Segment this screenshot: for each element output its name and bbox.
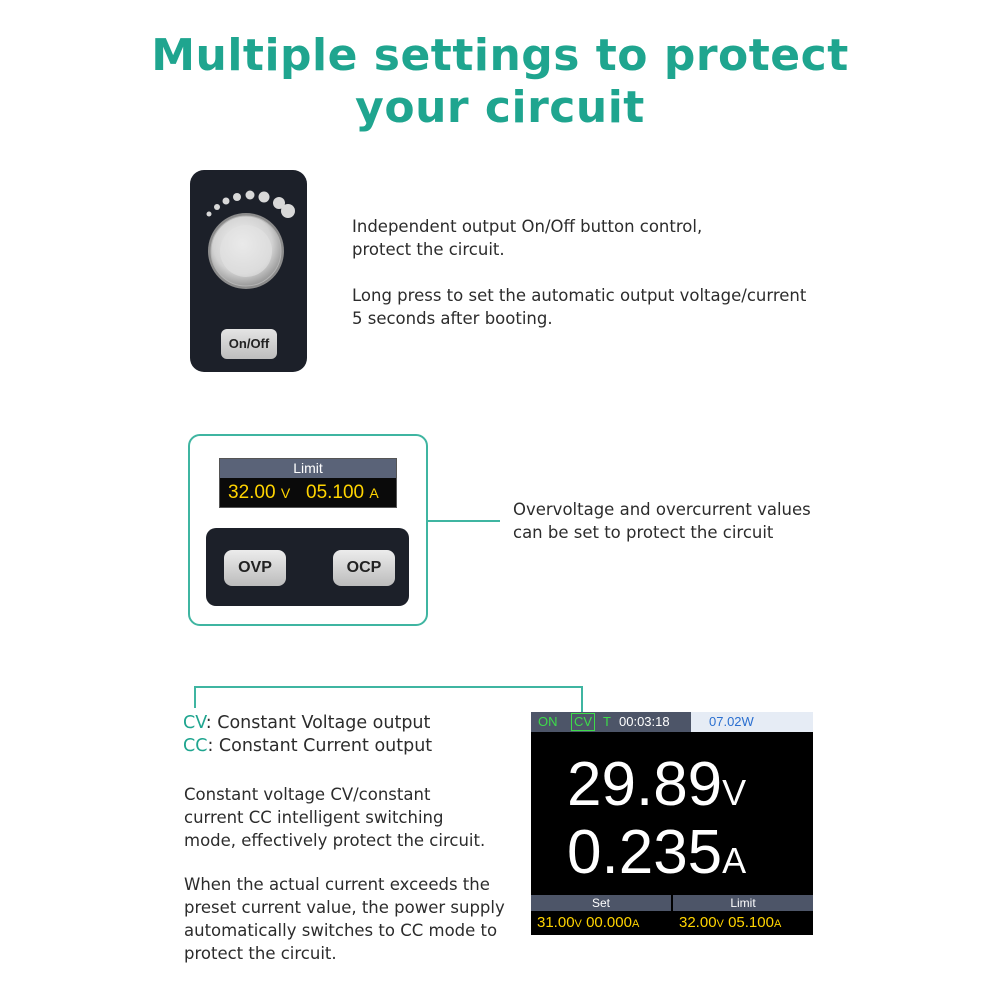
level-dot-icon <box>207 212 212 217</box>
protection-button-panel <box>206 528 409 606</box>
knob-panel <box>190 170 307 372</box>
desc-line: can be set to protect the circuit <box>513 523 774 542</box>
title-line-2: your circuit <box>355 82 645 133</box>
desc-line: mode, effectively protect the circuit. <box>184 831 486 850</box>
set-panel <box>531 895 671 935</box>
desc-line: 5 seconds after booting. <box>352 309 553 328</box>
set-values <box>531 911 671 935</box>
set-current-unit: A <box>631 918 640 930</box>
lcd-limit-current: 05.100 <box>728 914 774 931</box>
status-cv: CV <box>571 713 595 731</box>
ovp-button[interactable]: OVP <box>224 550 286 586</box>
cv-text: : Constant Voltage output <box>205 713 431 733</box>
voltage-unit: V <box>722 772 747 813</box>
set-voltage: 31.00 <box>537 914 575 931</box>
desc-line: current CC intelligent switching <box>184 808 444 827</box>
lcd-limit-voltage: 32.00 <box>679 914 717 931</box>
desc-line: When the actual current exceeds the <box>184 875 490 894</box>
cv-key: CV <box>183 713 206 733</box>
cc-text: : Constant Current output <box>207 736 433 756</box>
current-unit: A <box>722 840 747 881</box>
lcd-display <box>531 712 813 935</box>
desc-line: Constant voltage CV/constant <box>184 785 431 804</box>
limit-current-value: 05.100 <box>306 482 365 503</box>
level-dot-icon <box>281 204 295 218</box>
status-t: T <box>603 714 611 729</box>
set-current: 00.000 <box>586 914 632 931</box>
desc-line: protect the circuit. <box>184 944 337 963</box>
connector-line <box>428 520 500 522</box>
lcd-status-bar <box>531 712 813 732</box>
level-dot-icon <box>233 193 241 201</box>
limit-header: Limit <box>673 895 813 911</box>
desc-line: Overvoltage and overcurrent values <box>513 500 811 519</box>
power-readout: 07.02W <box>691 712 813 732</box>
timer-readout: 00:03:18 <box>619 714 670 729</box>
level-dot-icon <box>259 192 270 203</box>
desc-line: Long press to set the automatic output voltage/current <box>352 286 807 305</box>
level-dot-icon <box>214 204 220 210</box>
voltage-readout <box>567 750 747 824</box>
limit-description <box>513 498 811 544</box>
status-on: ON <box>538 714 558 729</box>
set-voltage-unit: V <box>574 918 582 930</box>
desc-line: protect the circuit. <box>352 240 505 259</box>
lcd-limit-current-unit: A <box>773 918 782 930</box>
cv-cc-legend <box>183 712 432 758</box>
cc-legend-line <box>183 735 432 758</box>
limit-panel <box>673 895 813 935</box>
on-off-button[interactable]: On/Off <box>221 329 277 359</box>
cc-key: CC <box>183 736 208 756</box>
cvcc-description <box>184 783 505 965</box>
lcd-limit-voltage-unit: V <box>716 918 724 930</box>
title-line-1: Multiple settings to protect <box>151 30 849 81</box>
limit-values <box>673 911 813 935</box>
set-header: Set <box>531 895 671 911</box>
connector-line <box>194 686 196 708</box>
onoff-description <box>352 215 806 330</box>
desc-line: preset current value, the power supply <box>184 898 505 917</box>
limit-voltage-value: 32.00 <box>228 482 276 503</box>
level-dot-icon <box>223 198 230 205</box>
limit-current-unit: A <box>369 485 379 501</box>
connector-line <box>581 686 583 712</box>
lcd-bottom-bar <box>531 895 813 935</box>
cv-legend-line <box>183 712 432 735</box>
level-dot-icon <box>246 191 255 200</box>
limit-voltage-unit: V <box>280 485 291 501</box>
connector-line <box>194 686 583 688</box>
current-readout <box>567 818 747 892</box>
voltage-value: 29.89 <box>567 750 723 819</box>
current-value: 0.235 <box>567 818 723 887</box>
limit-screen-header: Limit <box>220 459 396 478</box>
limit-screen-values <box>220 478 396 508</box>
desc-line: automatically switches to CC mode to <box>184 921 498 940</box>
desc-line: Independent output On/Off button control, <box>352 217 703 236</box>
page-title <box>0 30 1000 134</box>
limit-screen <box>219 458 397 508</box>
ocp-button[interactable]: OCP <box>333 550 395 586</box>
